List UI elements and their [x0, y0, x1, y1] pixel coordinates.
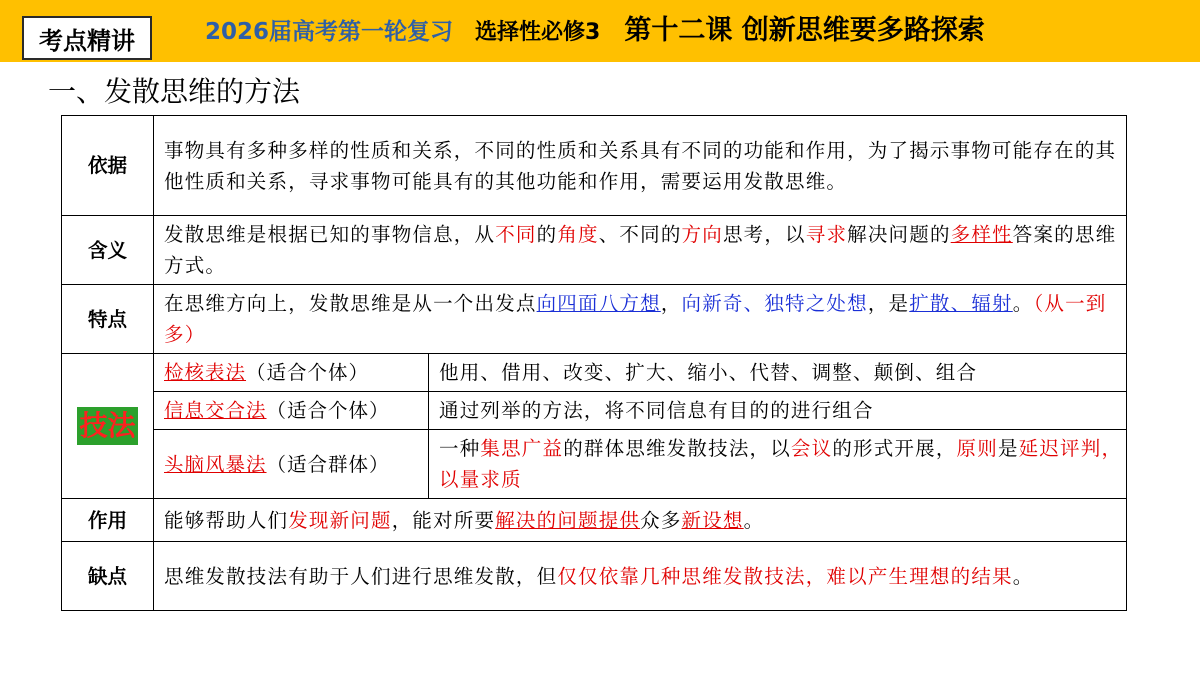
meaning-seg: 答案的思维方式。 — [164, 223, 1117, 277]
technique-desc: 通过列举的方法，将不同信息有目的的进行组合 — [429, 392, 1127, 430]
row-label-meaning: 含义 — [62, 216, 154, 285]
meaning-seg: 、不同的 — [598, 223, 682, 246]
table-row-technique-3 — [62, 430, 1127, 499]
function-emph-solve: 解决的问题提供 — [495, 508, 641, 532]
table-row-technique-2 — [62, 392, 1127, 430]
table-row-feature — [62, 285, 1127, 354]
function-seg: ，能对所要 — [391, 508, 496, 532]
technique-name-cell — [154, 392, 429, 430]
basis-text: 事物具有多种多样的性质和关系，不同的性质和关系具有不同的功能和作用，为了揭示事物可能存在的其他性质和关系，寻求事物可能具有的其他功能和作用，需要运用发散思维。 — [154, 116, 1127, 216]
slide-title — [205, 8, 985, 48]
technique-scope: （适合群体） — [266, 452, 390, 476]
meaning-seg: 发散思维是根据已知的事物信息，从 — [164, 223, 496, 246]
technique-desc — [429, 430, 1127, 499]
title-part-book: 选择性必修3 — [475, 20, 601, 45]
table-row-basis — [62, 116, 1127, 216]
feature-seg: ，是 — [867, 292, 910, 315]
technique-name: 检核表法 — [164, 361, 247, 384]
shortcoming-emph: 仅仅依靠几种思维发散技法，难以产生理想的结果 — [557, 564, 1013, 588]
meaning-seg: 的 — [536, 223, 558, 246]
title-part-course: 2026届高考第一轮复习 — [205, 19, 454, 45]
technique-desc: 他用、借用、改变、扩大、缩小、代替、调整、颠倒、组合 — [429, 354, 1127, 392]
feature-emph-one-to-many: （从一到多） — [164, 292, 1107, 346]
meaning-emph-angle: 角度 — [557, 223, 599, 246]
shortcoming-seg: 思维发散技法有助于人们进行思维发散，但 — [164, 564, 558, 588]
table-row-technique-1 — [62, 354, 1127, 392]
technique-desc-seg: 一种 — [439, 437, 481, 460]
technique-name: 头脑风暴法 — [164, 452, 267, 476]
function-seg: 能够帮助人们 — [164, 508, 289, 532]
feature-text — [154, 285, 1127, 354]
shortcoming-seg: 。 — [1012, 564, 1034, 588]
function-seg: 。 — [743, 508, 765, 532]
technique-name-cell — [154, 430, 429, 499]
row-label-shortcoming: 缺点 — [62, 542, 154, 611]
technique-name-cell — [154, 354, 429, 392]
technique-emph-collective: 集思广益 — [480, 437, 564, 460]
table-row-function — [62, 499, 1127, 542]
technique-desc-seg: 的形式开展， — [832, 437, 957, 460]
function-emph-new-ideas: 新设想 — [681, 508, 744, 532]
row-label-basis: 依据 — [62, 116, 154, 216]
shortcoming-text — [154, 542, 1127, 611]
row-label-function: 作用 — [62, 499, 154, 542]
feature-seg: 。 — [1012, 292, 1034, 315]
feature-emph-novel: 向新奇、独特之处想 — [681, 292, 868, 315]
meaning-emph-direction: 方向 — [681, 223, 723, 246]
table-row-meaning — [62, 216, 1127, 285]
technique-emph-deferred: 延迟评判，以量求质 — [439, 437, 1123, 491]
section-heading: 一、发散思维的方法 — [48, 75, 301, 108]
feature-emph-all-directions: 向四面八方想 — [536, 292, 661, 315]
technique-badge: 技法 — [77, 407, 137, 445]
function-seg: 众多 — [640, 508, 682, 532]
meaning-emph-seek: 寻求 — [805, 223, 848, 246]
meaning-seg: 思考，以 — [722, 223, 806, 246]
feature-emph-radiate: 扩散、辐射 — [909, 292, 1013, 315]
technique-desc-seg: 的群体思维发散技法，以 — [563, 437, 791, 460]
technique-name: 信息交合法 — [164, 399, 267, 422]
content-table — [61, 115, 1127, 611]
technique-emph-meeting: 会议 — [790, 437, 833, 460]
section-tag: 考点精讲 — [22, 16, 152, 60]
function-text — [154, 499, 1127, 542]
meaning-emph-different: 不同 — [495, 223, 537, 246]
technique-scope: （适合个体） — [246, 361, 370, 384]
row-label-technique — [62, 354, 154, 499]
feature-seg: 在思维方向上，发散思维是从一个出发点 — [164, 292, 537, 315]
function-emph-new-problems: 发现新问题 — [288, 508, 392, 532]
feature-seg: ， — [660, 292, 682, 315]
meaning-emph-diversity: 多样性 — [950, 223, 1013, 246]
meaning-seg: 解决问题的 — [847, 223, 951, 246]
meaning-text — [154, 216, 1127, 285]
title-part-lesson: 第十二课 创新思维要多路探索 — [624, 15, 985, 46]
technique-scope: （适合个体） — [266, 399, 390, 422]
technique-emph-principle: 原则 — [956, 437, 998, 460]
table-row-shortcoming — [62, 542, 1127, 611]
row-label-feature: 特点 — [62, 285, 154, 354]
technique-desc-seg: 是 — [997, 437, 1019, 460]
